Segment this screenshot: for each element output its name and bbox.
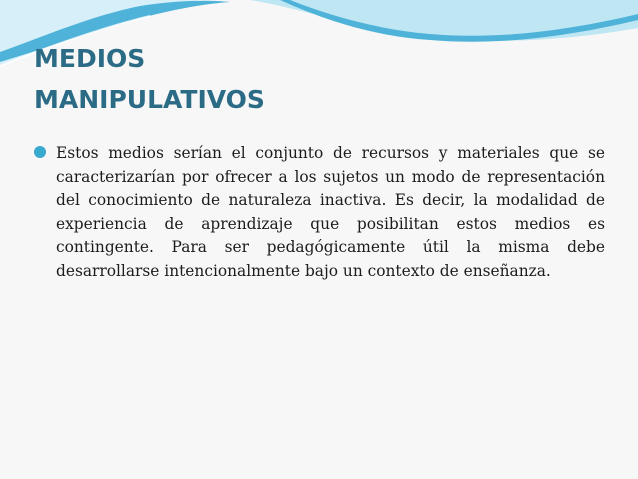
bullet-paragraph: Estos medios serían el conjunto de recursos y materiales que se caracterizarían por ofrecer a los sujetos un modo de representación del conocimiento de naturaleza inactiva. Es decir, la modalidad de experiencia de aprendizaje que posibilitan estos medios es contingente. Para ser pedagógicamente útil la misma debe desarrollarse intencionalmente bajo un contexto de enseñanza. [56,144,605,280]
slide-title [34,38,594,120]
slide-title-line-1: MEDIOS [34,44,146,73]
slide-title-line-2: MANIPULATIVOS [34,85,265,114]
bullet-list [34,142,604,284]
bullet-dot-icon [34,146,46,158]
